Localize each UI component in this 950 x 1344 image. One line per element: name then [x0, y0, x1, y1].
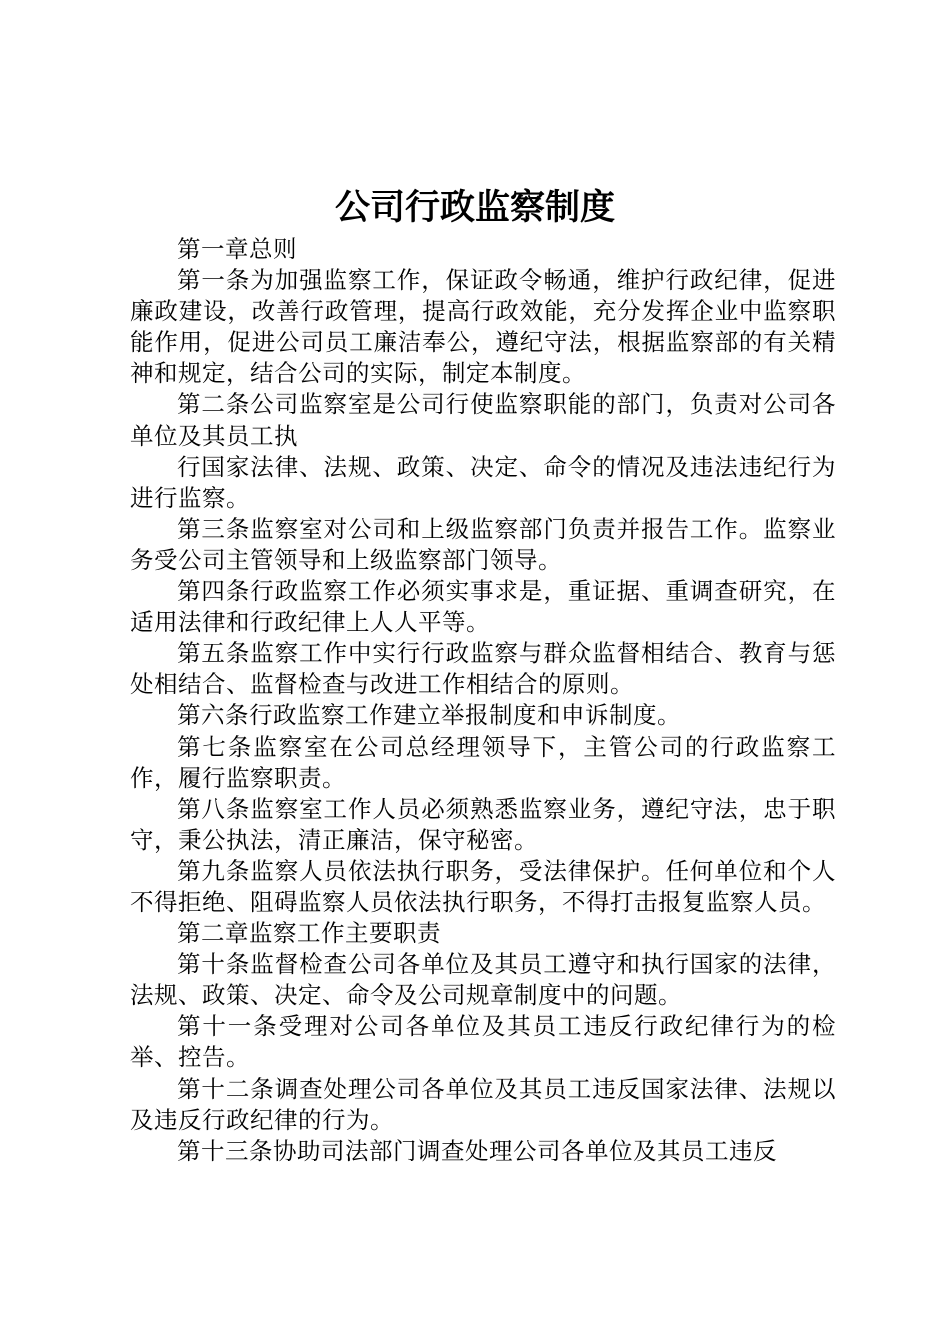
article-paragraph: 第十三条协助司法部门调查处理公司各单位及其员工违反 [177, 1136, 777, 1165]
document-title: 公司行政监察制度 [334, 188, 615, 228]
article-paragraph: 第十二条调查处理公司各单位及其员工违反国家法律、法规以及违反行政纪律的行为。 [130, 1074, 836, 1134]
article-paragraph: 第九条监察人员依法执行职务，受法律保护。任何单位和个人不得拒绝、阻碍监察人员依法执行职务，不得打击报复监察人员。 [130, 856, 836, 916]
document-body [130, 234, 836, 1167]
article-paragraph: 第二条公司监察室是公司行使监察职能的部门，负责对公司各单位及其员工执 [130, 390, 836, 450]
chapter-heading: 第二章监察工作主要职责 [177, 919, 441, 948]
article-paragraph: 行国家法律、法规、政策、决定、命令的情况及违法违纪行为进行监察。 [130, 452, 836, 512]
chapter-heading: 第一章总则 [177, 235, 297, 263]
article-paragraph: 第八条监察室工作人员必须熟悉监察业务，遵纪守法，忠于职守，秉公执法，清正廉洁，保守秘密。 [130, 794, 836, 854]
article-paragraph: 第四条行政监察工作必须实事求是，重证据、重调查研究，在适用法律和行政纪律上人人平等。 [130, 577, 836, 637]
article-paragraph: 第五条监察工作中实行行政监察与群众监督相结合、教育与惩处相结合、监督检查与改进工作相结合的原则。 [130, 639, 836, 699]
article-paragraph: 第六条行政监察工作建立举报制度和申诉制度。 [177, 701, 681, 730]
article-paragraph: 第十一条受理对公司各单位及其员工违反行政纪律行为的检举、控告。 [130, 1012, 836, 1072]
article-paragraph: 第七条监察室在公司总经理领导下，主管公司的行政监察工作，履行监察职责。 [130, 732, 836, 792]
article-paragraph: 第一条为加强监察工作，保证政令畅通，维护行政纪律，促进廉政建设，改善行政管理，提高行政效能，充分发挥企业中监察职能作用，促进公司员工廉洁奉公，遵纪守法，根据监察部的有关精神和规定，结合公司的实际，制定本制度。 [130, 266, 836, 388]
article-paragraph: 第十条监督检查公司各单位及其员工遵守和执行国家的法律，法规、政策、决定、命令及公司规章制度中的问题。 [130, 950, 836, 1010]
article-paragraph: 第三条监察室对公司和上级监察部门负责并报告工作。监察业务受公司主管领导和上级监察部门领导。 [130, 514, 836, 574]
